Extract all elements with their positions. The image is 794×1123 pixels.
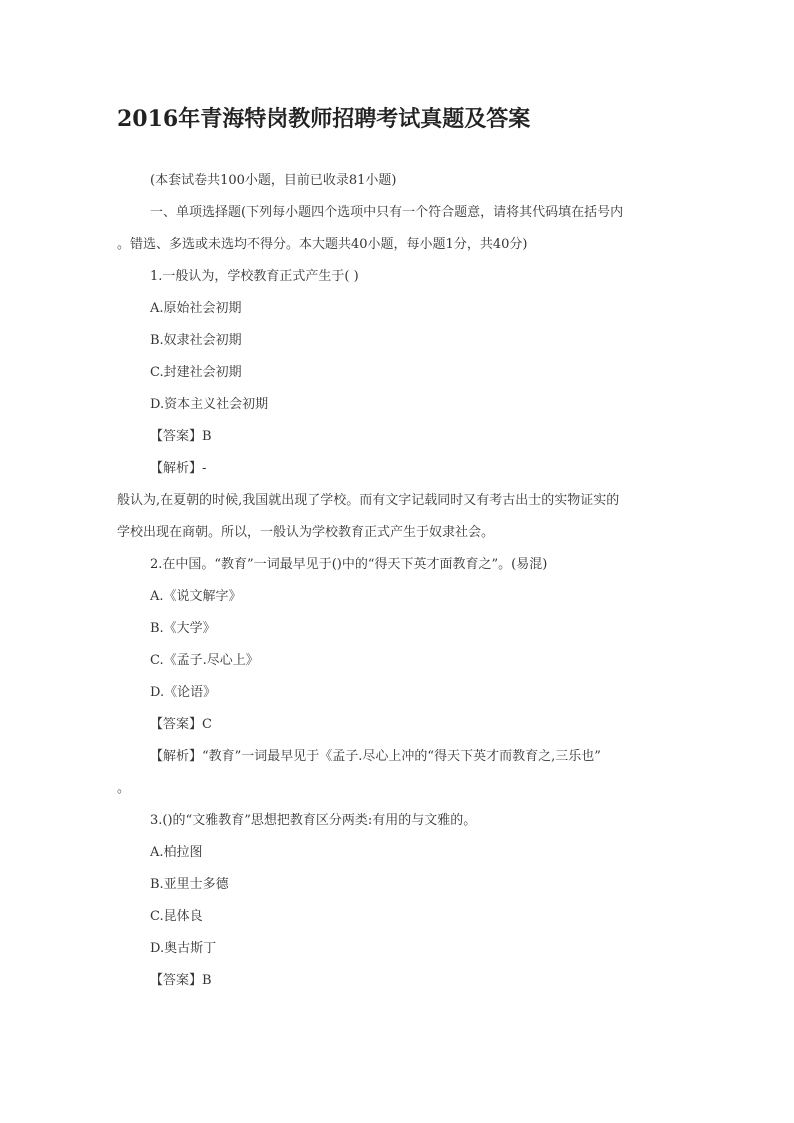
question-1-analysis-line-1: 【解析】-: [150, 461, 207, 476]
section-heading-line-2: 。错选、多选或未选均不得分。本大题共40小题，每小题1分，共40分): [117, 237, 528, 252]
question-3-answer: 【答案】B: [150, 973, 212, 988]
question-3-option-b: B.亚里士多德: [150, 877, 229, 892]
question-2-option-b: B.《大学》: [150, 621, 216, 636]
question-1-option-b: B.奴隶社会初期: [150, 333, 242, 348]
question-3-stem: 3.()的“文雅教育”思想把教育区分两类:有用的与文雅的。: [150, 813, 477, 828]
question-1-stem: 1.一般认为，学校教育正式产生于( ): [150, 269, 359, 284]
question-3-option-d: D.奥古斯丁: [150, 941, 217, 956]
question-2-answer: 【答案】C: [150, 717, 212, 732]
question-3-option-a: A.柏拉图: [150, 845, 203, 860]
question-1-analysis-line-2: 般认为,在夏朝的时候,我国就出现了学校。而有文字记载同时又有考古出士的实物证实的: [117, 493, 620, 508]
question-3-option-c: C.昆体良: [150, 909, 203, 924]
question-1-option-a: A.原始社会初期: [150, 301, 242, 316]
document-title: 2016年青海特岗教师招聘考试真题及答案: [117, 106, 531, 132]
question-1-answer: 【答案】B: [150, 429, 212, 444]
question-2-option-c: C.《孟子.尽心上》: [150, 653, 259, 668]
section-heading-line-1: 一、单项选择题(下列每小题四个选项中只有一个符合题意，请将其代码填在括号内: [150, 205, 624, 220]
question-1-analysis-line-3: 学校出现在商朝。所以，一般认为学校教育正式产生于奴隶社会。: [117, 525, 495, 540]
question-2-analysis-line-2: 。: [117, 781, 131, 796]
question-2-stem: 2.在中国。“教育”一词最早见于()中的“得天下英才面教育之”。(易混): [150, 557, 548, 572]
question-2-option-d: D.《论语》: [150, 685, 217, 700]
question-1-option-d: D.资本主义社会初期: [150, 397, 269, 412]
question-1-option-c: C.封建社会初期: [150, 365, 242, 380]
exam-intro: (本套试卷共100小题，目前已收录81小题): [150, 173, 397, 188]
question-2-option-a: A.《说文解字》: [150, 589, 242, 604]
question-2-analysis-line-1: 【解析】“教育”一词最早见于《孟子.尽心上冲的“得天下英才而教育之,三乐也”: [150, 749, 601, 764]
